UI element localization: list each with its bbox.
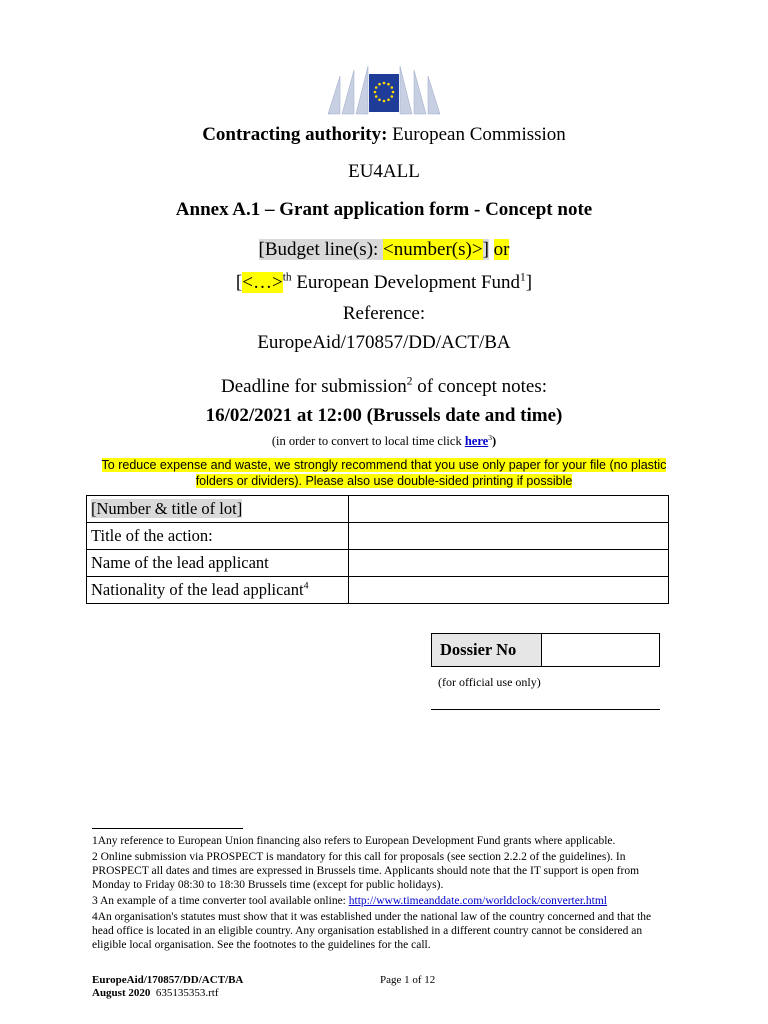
budget-line	[0, 239, 768, 261]
table-row	[87, 523, 669, 550]
table-row	[87, 496, 669, 523]
edf-line	[0, 272, 768, 294]
deadline-text-after: of concept notes:	[412, 376, 547, 397]
signature-line	[431, 709, 660, 710]
lot-label	[87, 496, 349, 523]
official-use-note: (for official use only)	[438, 675, 541, 689]
programme-name: EU4ALL	[348, 161, 420, 182]
footnote-2: 2 Online submission via PROSPECT is mandatory for this call for proposals (see section 2.2.2 of the guidelines). In PROSPECT all dates and times are expressed in Brussels time. Applicants should note that the IT support is open from Monday to Friday 08:30 to 18:30 Brussels time (except for public holidays).	[92, 851, 640, 891]
application-info-table	[86, 495, 669, 604]
edf-placeholder: <…>	[242, 272, 283, 293]
dossier-table	[431, 633, 660, 667]
paper-notice-text: To reduce expense and waste, we strongly recommend that you use only paper for your file (no plastic folders or dividers). Please also use double-sided printing if possible	[101, 458, 667, 488]
contracting-authority	[0, 124, 768, 146]
footer-reference: EuropeAid/170857/DD/ACT/BA	[92, 974, 244, 986]
lead-applicant-label: Name of the lead applicant	[87, 550, 349, 577]
local-time-text: (in order to convert to local time click	[271, 434, 465, 448]
footer-date: August 2020	[92, 987, 151, 999]
budget-line-placeholder: <number(s)>	[383, 239, 483, 260]
dossier-field[interactable]	[542, 634, 660, 667]
page-number: Page 1 of 12	[380, 974, 436, 986]
footnote-ref-4[interactable]: 4	[303, 580, 309, 592]
authority-label: Contracting authority:	[202, 124, 388, 145]
local-time-close: )	[491, 434, 497, 448]
footnote-ref-3[interactable]: 3	[488, 432, 492, 442]
dossier-label: Dossier No	[432, 634, 542, 667]
lot-label-text: [Number & title of lot]	[91, 499, 243, 518]
local-time-link[interactable]: here	[464, 434, 489, 448]
footnote-1: 1Any reference to European Union financing also refers to European Development Fund grants where applicable.	[92, 835, 616, 847]
edf-sup: th	[282, 271, 292, 284]
footnote-ref-2[interactable]: 2	[406, 375, 413, 388]
action-title-field[interactable]	[349, 523, 669, 550]
deadline-text: Deadline for submission	[220, 376, 407, 397]
lead-applicant-field[interactable]	[349, 550, 669, 577]
table-row	[87, 550, 669, 577]
footnote-3	[92, 894, 674, 908]
authority-value: European Commission	[392, 124, 566, 145]
time-converter-link[interactable]: http://www.timeanddate.com/worldclock/converter.html	[348, 895, 608, 907]
table-row	[432, 634, 660, 667]
edf-open: [	[235, 272, 243, 293]
edf-text: European Development Fund	[291, 272, 521, 293]
local-time-note	[0, 434, 768, 449]
footnote-separator	[92, 828, 243, 829]
european-commission-logo	[326, 66, 442, 116]
footer-left	[92, 974, 243, 1000]
reference-number: EuropeAid/170857/DD/ACT/BA	[257, 332, 511, 353]
nationality-label	[87, 577, 349, 604]
action-title-label: Title of the action:	[87, 523, 349, 550]
deadline-line	[0, 376, 768, 398]
footnote-4: 4An organisation's statutes must show that it was established under the national law of the country concerned and that the head office is located in an eligible country. Any organisation established in a different country cannot be considered an eligible local organisation. See the footnotes to the guidelines for the call.	[92, 911, 652, 951]
budget-line-close: ]	[482, 239, 489, 260]
footer-file: 635135353.rtf	[155, 987, 219, 999]
budget-line-open: [Budget line(s):	[258, 239, 384, 260]
footnote-3-text: 3 An example of a time converter tool available online:	[92, 895, 349, 907]
edf-close: ]	[525, 272, 533, 293]
budget-line-or: or	[493, 239, 510, 260]
footer-date-line	[92, 987, 243, 1000]
lot-field[interactable]	[349, 496, 669, 523]
deadline-date: 16/02/2021 at 12:00 (Brussels date and time)	[205, 405, 563, 426]
reference-label: Reference:	[342, 303, 426, 324]
table-row	[87, 577, 669, 604]
nationality-label-text: Nationality of the lead applicant	[91, 580, 304, 599]
footnotes	[92, 834, 674, 954]
footnote-ref-1[interactable]: 1	[520, 271, 526, 284]
annex-title: Annex A.1 – Grant application form - Concept note	[175, 199, 593, 220]
nationality-field[interactable]	[349, 577, 669, 604]
paper-notice	[96, 457, 672, 489]
